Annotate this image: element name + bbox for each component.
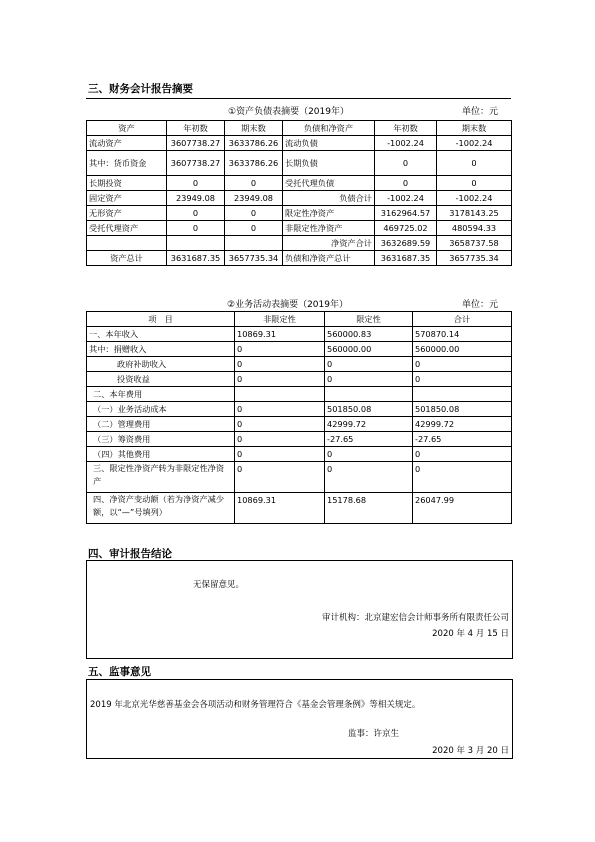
supervisor-name: 监事：许京生 [348,729,400,739]
activity-cell: 26047.99 [413,493,512,524]
activity-cell: （二）管理费用 [87,417,235,432]
activity-cell: 其中：捐赠收入 [87,342,235,357]
balance-cell: 固定资产 [87,191,167,206]
balance-cell: 3631687.35 [375,251,437,266]
balance-cell: 受托代理资产 [87,221,167,236]
balance-row [87,206,512,221]
activity-cell: 570870.14 [413,327,512,342]
activity-row [87,493,512,524]
activity-cell: 42999.72 [413,417,512,432]
balance-row [87,236,512,251]
activity-cell: （三）筹资费用 [87,432,235,447]
activity-cell: 42999.72 [325,417,413,432]
balance-cell: -1002.24 [437,191,512,206]
audit-box [86,560,513,659]
balance-cell: -1002.24 [375,136,437,151]
balance-cell: 3607738.27 [167,151,225,176]
activity-row [87,357,512,372]
activity-row [87,417,512,432]
balance-cell: 净资产合计 [283,236,375,251]
balance-header-cell: 期末数 [225,121,283,136]
activity-unit: 单位：元 [462,300,499,310]
balance-cell: 限定性净资产 [283,206,375,221]
balance-cell: 负债合计 [283,191,375,206]
activity-cell: 四、净资产变动额（若为净资产减少额，以“—”号填列） [87,493,235,524]
audit-date: 2020 年 4 月 15 日 [432,629,509,639]
balance-header-cell: 负债和净资产 [283,121,375,136]
activity-cell: 0 [325,447,413,462]
balance-row [87,151,512,176]
balance-header-row [87,121,512,136]
activity-cell: （一）业务活动成本 [87,402,235,417]
activity-cell: 0 [235,402,325,417]
balance-cell: 3162964.57 [375,206,437,221]
activity-cell: -27.65 [413,432,512,447]
activity-cell: 0 [325,357,413,372]
activity-cell: 二、本年费用 [87,387,235,402]
balance-cell: 流动负债 [283,136,375,151]
supervisor-date: 2020 年 3 月 20 日 [432,746,509,756]
balance-cell: -1002.24 [375,191,437,206]
balance-cell: 3657735.34 [437,251,512,266]
balance-cell: 0 [225,176,283,191]
activity-cell: 0 [413,372,512,387]
activity-cell: 0 [413,357,512,372]
activity-cell: 0 [325,462,413,493]
activity-header-cell: 非限定性 [235,312,325,327]
balance-sheet-table [86,120,512,266]
activity-cell: 0 [235,417,325,432]
balance-cell [87,236,167,251]
balance-caption: ①资产负债表摘要（2019年） [228,107,349,117]
activity-cell: 0 [235,462,325,493]
activity-cell: 0 [235,357,325,372]
balance-cell: 0 [375,151,437,176]
balance-cell: 0 [437,176,512,191]
section3-title: 三、财务会计报告摘要 [88,83,193,95]
balance-cell: 无形资产 [87,206,167,221]
balance-row [87,221,512,236]
supervisor-opinion: 2019 年北京光华慈善基金会各项活动和财务管理符合《基金会管理条例》等相关规定。 [90,700,421,710]
balance-header-cell: 年初数 [167,121,225,136]
activity-row [87,447,512,462]
activity-cell: 0 [235,342,325,357]
activity-cell: 政府补助收入 [87,357,235,372]
activity-cell: 560000.83 [325,327,413,342]
activity-row [87,387,512,402]
balance-row [87,251,512,266]
balance-row [87,136,512,151]
balance-cell: 3178143.25 [437,206,512,221]
balance-cell: 0 [225,206,283,221]
activity-header-cell: 限定性 [325,312,413,327]
balance-cell: 非限定性净资产 [283,221,375,236]
balance-cell: 长期负债 [283,151,375,176]
activity-row [87,402,512,417]
activity-row [87,372,512,387]
activity-cell: 投资收益 [87,372,235,387]
activity-row [87,432,512,447]
balance-cell: 3633786.26 [225,136,283,151]
activity-row [87,327,512,342]
activity-table [86,311,512,524]
balance-cell: 23949.08 [225,191,283,206]
activity-cell: 501850.08 [325,402,413,417]
balance-header-cell: 年初数 [375,121,437,136]
activity-header-cell: 项 目 [87,312,235,327]
activity-cell [235,387,325,402]
balance-cell: 0 [167,206,225,221]
activity-row [87,462,512,493]
activity-header-cell: 合计 [413,312,512,327]
activity-cell: 560000.00 [325,342,413,357]
activity-cell: 0 [325,372,413,387]
activity-header-row [87,312,512,327]
balance-cell: 0 [225,221,283,236]
activity-cell: 10869.31 [235,327,325,342]
audit-opinion: 无保留意见。 [193,580,245,590]
balance-cell: 资产总计 [87,251,167,266]
auditor: 审计机构：北京建宏信会计师事务所有限责任公司 [321,613,509,623]
activity-cell: -27.65 [325,432,413,447]
balance-cell [167,236,225,251]
section4-title: 四、审计报告结论 [88,548,172,560]
activity-cell: 三、限定性净资产转为非限定性净资产 [87,462,235,493]
activity-cell: 10869.31 [235,493,325,524]
activity-cell: 0 [235,432,325,447]
activity-cell [413,387,512,402]
activity-cell: 560000.00 [413,342,512,357]
activity-cell: 0 [235,447,325,462]
balance-cell: 负债和净资产总计 [283,251,375,266]
balance-unit: 单位：元 [462,107,499,117]
balance-cell: 0 [437,151,512,176]
activity-cell: 0 [413,462,512,493]
balance-cell: 3632689.59 [375,236,437,251]
activity-cell [325,387,413,402]
balance-header-cell: 期末数 [437,121,512,136]
activity-caption: ②业务活动表摘要（2019年） [227,300,348,310]
balance-cell: 受托代理负债 [283,176,375,191]
balance-header-cell: 资产 [87,121,167,136]
activity-cell: 0 [235,372,325,387]
activity-cell: 501850.08 [413,402,512,417]
balance-cell: -1002.24 [437,136,512,151]
balance-cell: 0 [167,221,225,236]
activity-cell: 0 [413,447,512,462]
activity-cell: 一、本年收入 [87,327,235,342]
balance-cell: 3631687.35 [167,251,225,266]
balance-cell: 3607738.27 [167,136,225,151]
balance-row [87,176,512,191]
balance-cell: 0 [167,176,225,191]
balance-row [87,191,512,206]
activity-cell: 15178.68 [325,493,413,524]
activity-cell: （四）其他费用 [87,447,235,462]
balance-cell: 3633786.26 [225,151,283,176]
balance-cell: 流动资产 [87,136,167,151]
balance-cell: 3658737.58 [437,236,512,251]
balance-cell: 0 [375,176,437,191]
balance-cell: 其中：货币资金 [87,151,167,176]
balance-cell: 长期投资 [87,176,167,191]
activity-row [87,342,512,357]
section3-rule [86,98,511,99]
balance-cell: 480594.33 [437,221,512,236]
section5-title: 五、监事意见 [88,666,151,678]
balance-cell: 23949.08 [167,191,225,206]
balance-cell [225,236,283,251]
balance-cell: 3657735.34 [225,251,283,266]
balance-cell: 469725.02 [375,221,437,236]
